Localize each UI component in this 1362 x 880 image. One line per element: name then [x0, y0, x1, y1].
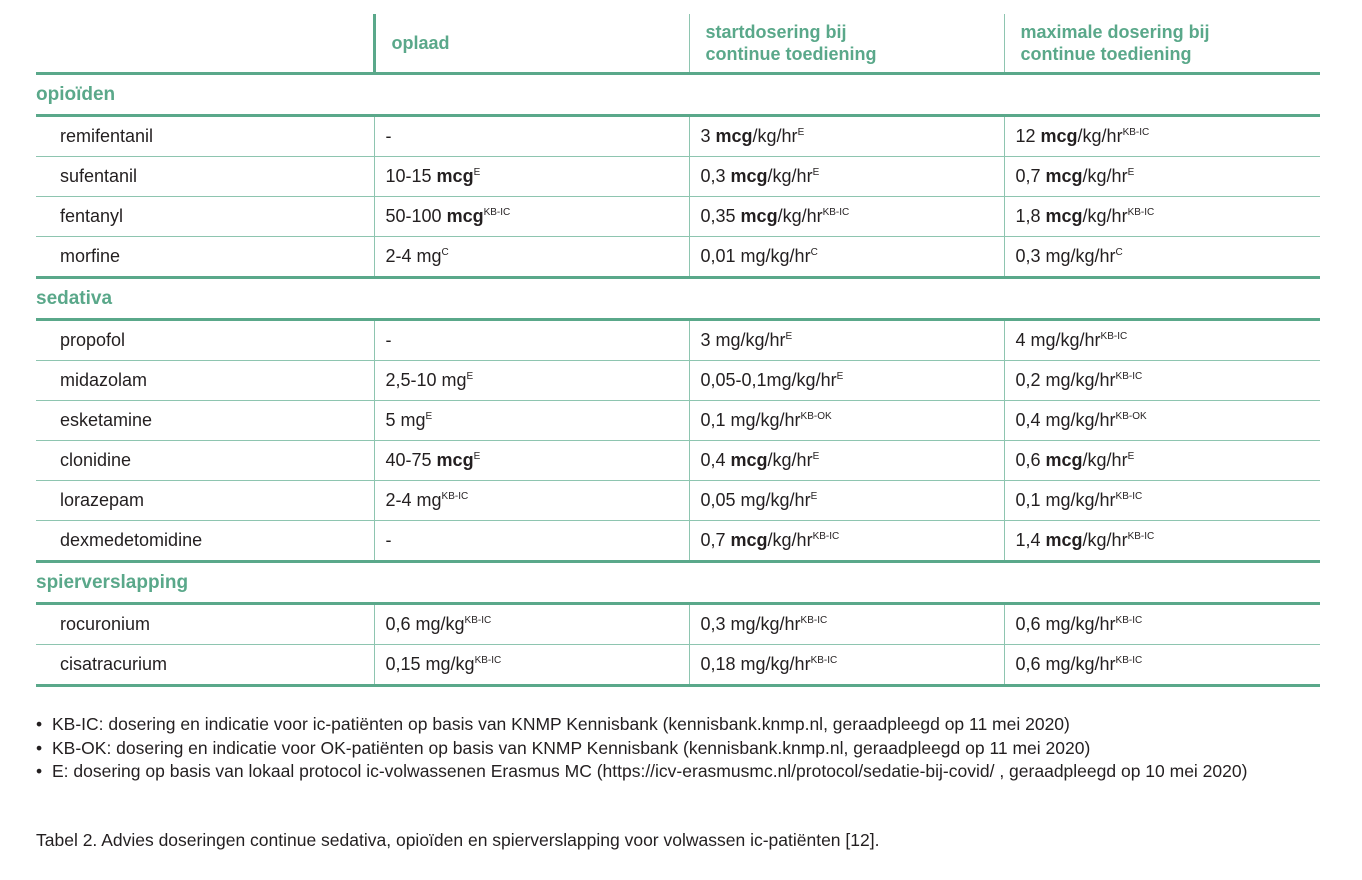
- dose-rate: /kg/hr: [1082, 530, 1128, 550]
- source-ref: C: [810, 247, 818, 258]
- drug-name: clonidine: [36, 441, 374, 481]
- dose-start: [689, 116, 1004, 157]
- footnote-item: [36, 760, 1296, 784]
- source-ref: KB-IC: [464, 615, 492, 626]
- dose-rate: /kg/hr: [767, 450, 813, 470]
- footnote-text: KB-IC: dosering en indicatie voor ic-patiënten op basis van KNMP Kennisbank (kennisbank.knmp.nl, geraadpleegd op 11 mei 2020): [52, 714, 1070, 734]
- dose-value: 0,4: [700, 450, 731, 470]
- source-ref: KB-IC: [1115, 371, 1143, 382]
- table-row: [36, 157, 1320, 197]
- dose-value: 1,4: [1015, 530, 1046, 550]
- dose-value: -: [385, 530, 392, 550]
- dose-value: 2-4 mg: [385, 246, 442, 266]
- dose-value: 0,6 mg/kg/hr: [1015, 614, 1116, 634]
- dose-unit: mcg: [1045, 450, 1083, 470]
- source-ref: KB-IC: [1127, 207, 1155, 218]
- dose-start: [689, 361, 1004, 401]
- source-ref: E: [810, 491, 818, 502]
- source-ref: E: [812, 167, 820, 178]
- dose-oplaad: [374, 645, 689, 686]
- dose-value: -: [385, 330, 392, 350]
- source-ref: KB-IC: [441, 491, 469, 502]
- dose-value: 0,01 mg/kg/hr: [700, 246, 811, 266]
- dose-start: [689, 401, 1004, 441]
- dose-oplaad: [374, 116, 689, 157]
- dose-value: 1,8: [1015, 206, 1046, 226]
- source-ref: E: [425, 411, 433, 422]
- dose-value: 10-15: [385, 166, 437, 186]
- source-ref: KB-IC: [474, 655, 502, 666]
- source-ref: E: [473, 451, 481, 462]
- dose-unit: mcg: [446, 206, 484, 226]
- bullet: •: [36, 714, 43, 734]
- drug-name: sufentanil: [36, 157, 374, 197]
- header-maximale-dosering: [1004, 14, 1320, 74]
- drug-name: rocuronium: [36, 604, 374, 645]
- dose-value: 0,05-0,1mg/kg/hr: [700, 370, 837, 390]
- section-title: opioïden: [36, 74, 1320, 116]
- dose-max: [1004, 521, 1320, 562]
- source-ref: KB-IC: [1127, 531, 1155, 542]
- source-ref: KB-IC: [812, 531, 840, 542]
- dose-value: 0,2 mg/kg/hr: [1015, 370, 1116, 390]
- dose-max: [1004, 361, 1320, 401]
- dose-unit: mcg: [1045, 166, 1083, 186]
- drug-name: lorazepam: [36, 481, 374, 521]
- dose-oplaad: [374, 320, 689, 361]
- dose-value: 0,6 mg/kg: [385, 614, 465, 634]
- dose-value: 0,18 mg/kg/hr: [700, 654, 811, 674]
- drug-name: propofol: [36, 320, 374, 361]
- source-ref: E: [473, 167, 481, 178]
- dose-max: [1004, 645, 1320, 686]
- dose-unit: mcg: [1040, 126, 1078, 146]
- table-row: [36, 197, 1320, 237]
- footnote-item: [36, 737, 1296, 761]
- source-ref: KB-IC: [483, 207, 511, 218]
- dose-value: 50-100: [385, 206, 447, 226]
- dose-oplaad: [374, 197, 689, 237]
- table-row: [36, 361, 1320, 401]
- table-row: [36, 604, 1320, 645]
- drug-name: dexmedetomidine: [36, 521, 374, 562]
- dose-max: [1004, 604, 1320, 645]
- dose-max: [1004, 320, 1320, 361]
- header-line: maximale dosering bij: [1020, 22, 1210, 42]
- dose-max: [1004, 157, 1320, 197]
- dose-start: [689, 521, 1004, 562]
- dose-max: [1004, 116, 1320, 157]
- dose-value: 40-75: [385, 450, 437, 470]
- drug-name: cisatracurium: [36, 645, 374, 686]
- dose-value: 0,3 mg/kg/hr: [700, 614, 801, 634]
- dose-oplaad: [374, 441, 689, 481]
- dose-max: [1004, 401, 1320, 441]
- source-ref: C: [1115, 247, 1123, 258]
- source-ref: E: [466, 371, 474, 382]
- dose-value: 5 mg: [385, 410, 426, 430]
- dose-oplaad: [374, 604, 689, 645]
- footnote-text: E: dosering op basis van lokaal protocol ic-volwassenen Erasmus MC (https://icv-erasmusmc.nl/protocol/sedatie-bij-covid/ , geraadpleegd op 10 mei 2020): [52, 761, 1248, 781]
- header-line: startdosering bij: [705, 22, 847, 42]
- dose-max: [1004, 237, 1320, 278]
- dosage-table-container: [36, 14, 1320, 687]
- dose-unit: mcg: [715, 126, 753, 146]
- dose-oplaad: [374, 521, 689, 562]
- dose-rate: /kg/hr: [767, 166, 813, 186]
- header-startdosering: [689, 14, 1004, 74]
- table-row: [36, 481, 1320, 521]
- dose-max: [1004, 197, 1320, 237]
- source-ref: KB-OK: [1115, 411, 1147, 422]
- dose-unit: mcg: [1045, 530, 1083, 550]
- dose-unit: mcg: [436, 450, 474, 470]
- dose-value: 0,3 mg/kg/hr: [1015, 246, 1116, 266]
- dose-value: 0,05 mg/kg/hr: [700, 490, 811, 510]
- table-row: [36, 645, 1320, 686]
- dose-value: 3 mg/kg/hr: [700, 330, 786, 350]
- header-line: continue toediening: [1020, 44, 1192, 64]
- footnote-item: [36, 713, 1296, 737]
- dose-rate: /kg/hr: [767, 530, 813, 550]
- section-title: spierverslapping: [36, 562, 1320, 604]
- section-header-row: [36, 278, 1320, 320]
- dose-value: 0,7: [1015, 166, 1046, 186]
- dose-rate: /kg/hr: [777, 206, 823, 226]
- drug-name: midazolam: [36, 361, 374, 401]
- dose-value: 0,1 mg/kg/hr: [700, 410, 801, 430]
- dose-unit: mcg: [436, 166, 474, 186]
- dose-rate: /kg/hr: [1077, 126, 1123, 146]
- source-ref: KB-IC: [822, 207, 850, 218]
- table-row: [36, 521, 1320, 562]
- source-ref: E: [812, 451, 820, 462]
- dose-value: 2,5-10 mg: [385, 370, 467, 390]
- dose-start: [689, 237, 1004, 278]
- dose-value: 0,1 mg/kg/hr: [1015, 490, 1116, 510]
- dose-rate: /kg/hr: [1082, 166, 1128, 186]
- dose-value: 4 mg/kg/hr: [1015, 330, 1101, 350]
- source-ref: C: [441, 247, 449, 258]
- bullet: •: [36, 761, 43, 781]
- dose-value: 2-4 mg: [385, 490, 442, 510]
- table-row: [36, 116, 1320, 157]
- source-ref: E: [785, 331, 793, 342]
- source-ref: E: [1127, 451, 1135, 462]
- source-ref: KB-OK: [800, 411, 832, 422]
- drug-name: morfine: [36, 237, 374, 278]
- table-row: [36, 237, 1320, 278]
- bullet: •: [36, 737, 43, 758]
- dose-value: 12: [1015, 126, 1041, 146]
- dose-value: 0,3: [700, 166, 731, 186]
- table-row: [36, 401, 1320, 441]
- dose-value: 0,35: [700, 206, 741, 226]
- source-ref: E: [1127, 167, 1135, 178]
- source-ref: KB-IC: [810, 655, 838, 666]
- dose-max: [1004, 441, 1320, 481]
- dose-unit: mcg: [730, 530, 768, 550]
- table-row: [36, 441, 1320, 481]
- source-ref: KB-IC: [1115, 491, 1143, 502]
- dose-max: [1004, 481, 1320, 521]
- table-row: [36, 320, 1320, 361]
- dose-unit: mcg: [1045, 206, 1083, 226]
- dose-value: 0,15 mg/kg: [385, 654, 475, 674]
- dose-start: [689, 157, 1004, 197]
- footnotes: [36, 713, 1296, 784]
- dose-oplaad: [374, 401, 689, 441]
- table-caption: Tabel 2. Advies doseringen continue sedativa, opioïden en spierverslapping voor volwassen ic-patiënten [12].: [36, 830, 880, 850]
- section-header-row: [36, 74, 1320, 116]
- dose-value: 0,7: [700, 530, 731, 550]
- dose-start: [689, 645, 1004, 686]
- dose-value: 3: [700, 126, 716, 146]
- header-empty: [36, 14, 374, 74]
- section-header-row: [36, 562, 1320, 604]
- source-ref: KB-IC: [800, 615, 828, 626]
- header-row: [36, 14, 1320, 74]
- dose-unit: mcg: [730, 450, 768, 470]
- header-line: continue toediening: [705, 44, 877, 64]
- dose-start: [689, 320, 1004, 361]
- dose-start: [689, 441, 1004, 481]
- source-ref: KB-IC: [1100, 331, 1128, 342]
- dose-oplaad: [374, 157, 689, 197]
- table-body: [36, 74, 1320, 686]
- dose-rate: /kg/hr: [1082, 206, 1128, 226]
- header-oplaad: oplaad: [374, 14, 689, 74]
- dose-rate: /kg/hr: [752, 126, 798, 146]
- dosage-table: [36, 14, 1320, 687]
- drug-name: remifentanil: [36, 116, 374, 157]
- dose-unit: mcg: [740, 206, 778, 226]
- dose-value: -: [385, 126, 392, 146]
- drug-name: fentanyl: [36, 197, 374, 237]
- source-ref: KB-IC: [1122, 127, 1150, 138]
- dose-start: [689, 604, 1004, 645]
- source-ref: E: [797, 127, 805, 138]
- dose-oplaad: [374, 361, 689, 401]
- source-ref: KB-IC: [1115, 615, 1143, 626]
- dose-unit: mcg: [730, 166, 768, 186]
- dose-value: 0,4 mg/kg/hr: [1015, 410, 1116, 430]
- footnote-text: KB-OK: dosering en indicatie voor OK-patiënten op basis van KNMP Kennisbank (kennisbank.knmp.nl, geraadpleegd op 11 mei 2020): [52, 737, 1091, 758]
- dose-value: 0,6 mg/kg/hr: [1015, 654, 1116, 674]
- dose-rate: /kg/hr: [1082, 450, 1128, 470]
- dose-oplaad: [374, 481, 689, 521]
- section-title: sedativa: [36, 278, 1320, 320]
- drug-name: esketamine: [36, 401, 374, 441]
- dose-value: 0,6: [1015, 450, 1046, 470]
- source-ref: E: [836, 371, 844, 382]
- source-ref: KB-IC: [1115, 655, 1143, 666]
- dose-oplaad: [374, 237, 689, 278]
- dose-start: [689, 197, 1004, 237]
- dose-start: [689, 481, 1004, 521]
